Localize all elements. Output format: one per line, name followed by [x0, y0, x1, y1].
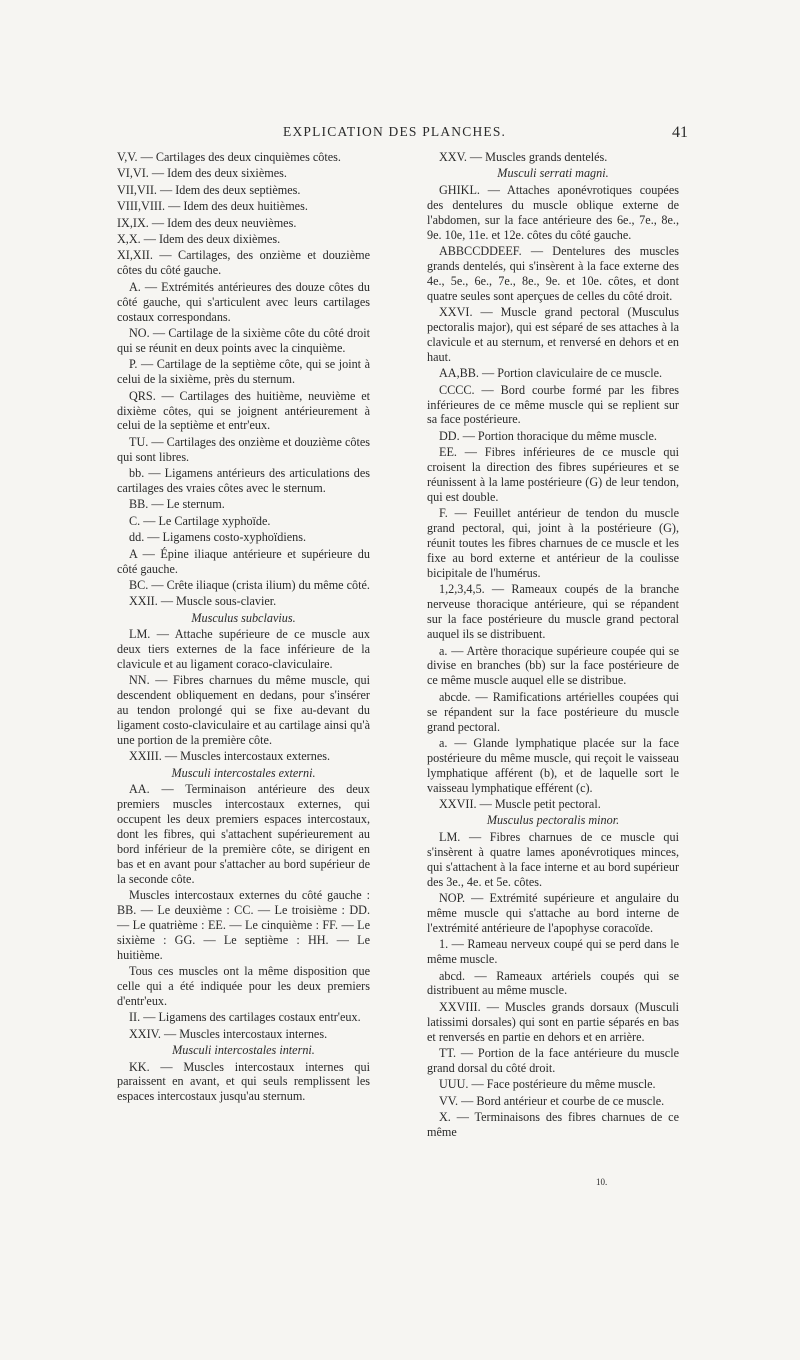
right-column [427, 150, 679, 1142]
paragraph: P. — Cartilage de la septième côte, qui se joint à celui de la sixième, près du sternum. [117, 357, 370, 387]
paragraph: VI,VI. — Idem des deux sixièmes. [117, 166, 287, 181]
paragraph: QRS. — Cartilages des huitième, neuvième et dixième côtes, qui se joignent antérieurement à celui de la septième et entr'eux. [117, 388, 370, 433]
paragraph: VII,VII. — Idem des deux septièmes. [117, 182, 301, 197]
paragraph: NO. — Cartilage de la sixième côte du côté droit qui se réunit en deux points avec la cinquième. [117, 325, 370, 355]
section-heading: XXIV. — Muscles intercostaux internes. [129, 1026, 328, 1041]
paragraph: AA,BB. — Portion claviculaire de ce muscle. [439, 366, 663, 381]
paragraph: BC. — Crête iliaque (crista ilium) du même côté. [129, 577, 370, 592]
latin-name: Musculus subclavius. [191, 610, 296, 625]
paragraph: BB. — Le sternum. [129, 497, 225, 512]
paragraph: CCCC. — Bord courbe formé par les fibres inférieures de ce même muscle qui se replient sur sa face postérieure. [427, 382, 679, 427]
paragraph: KK. — Muscles intercostaux internes qui paraissent en avant, et qui seuls remplissent les espaces intercostaux jusqu'au sternum. [117, 1059, 370, 1104]
paragraph: AA. — Terminaison antérieure des deux premiers muscles intercostaux externes, qui occupent les deux premiers espaces intercostaux, dont les fibres, qui s'attachent supérieurement au bord inférieur de la première côte, se dirigent en bas et en avant pour s'attacher au bord supérieur de la seconde côte. [117, 782, 370, 886]
paragraph: LM. — Fibres charnues de ce muscle qui s'insèrent à quatre lames aponévrotiques minces, qui s'attachent à la face interne et au bord supérieur des 3e., 4e. et 5e. côtes. [427, 829, 679, 889]
latin-name: Musculus pectoralis minor. [486, 813, 620, 828]
paragraph: A — Épine iliaque antérieure et supérieure du côté gauche. [117, 546, 370, 576]
left-column [117, 150, 370, 1106]
paragraph: a. — Glande lymphatique placée sur la face postérieure du même muscle, qui reçoit le vaisseau lymphatique afférent (b), et de laquelle sort le vaisseau lymphatique efférent (c). [427, 735, 679, 795]
section-heading: XXV. — Muscles grands dentelés. [439, 150, 608, 164]
paragraph: F. — Feuillet antérieur de tendon du muscle grand pectoral, qui, joint à la postérieure (G), réunit toutes les fibres charnues de ce muscle et les fixe au bord externe et antérieur de la coulisse bicipitale de l'humérus. [427, 506, 679, 580]
paragraph: dd. — Ligamens costo-xyphoïdiens. [129, 530, 307, 545]
paragraph: Tous ces muscles ont la même disposition que celle qui a été indiquée pour les deux premiers d'entr'eux. [117, 964, 370, 1008]
paragraph: VIII,VIII. — Idem des deux huitièmes. [117, 199, 308, 214]
section-heading: XXVII. — Muscle petit pectoral. [439, 797, 601, 812]
paragraph: XXVIII. — Muscles grands dorsaux (Musculi latissimi dorsales) qui sont en partie séparés en bas et renversés en partie en dehors et en arrière. [427, 999, 679, 1044]
page-header [0, 124, 800, 144]
paragraph: XI,XII. — Cartilages, des onzième et douzième côtes du côté gauche. [117, 248, 370, 278]
latin-name: Musculi intercostales externi. [171, 765, 316, 780]
paragraph: NOP. — Extrémité supérieure et angulaire du même muscle qui s'attache au bord interne de l'extrémité antérieure de l'apophyse coracoïde. [427, 891, 679, 935]
paragraph: abcde. — Ramifications artérielles coupées qui se répandent sur la face postérieure du muscle grand pectoral. [427, 689, 679, 734]
paragraph: V,V. — Cartilages des deux cinquièmes côtes. [117, 150, 341, 164]
paragraph: XXVI. — Muscle grand pectoral (Musculus pectoralis major), qui est séparé de ses attaches à la clavicule et au sternum, et renversé en dehors et en haut. [427, 305, 679, 364]
latin-name: Musculi intercostales interni. [172, 1043, 315, 1058]
paragraph: ABBCCDDEEF. — Dentelures des muscles grands dentelés, qui s'insèrent à la face externe des 4e., 5e., 6e., 7e., 8e., 9e. et 10e. côtes, et dont quatre seules sont aperçues de celles du côté droit. [427, 243, 679, 303]
paragraph: X,X. — Idem des deux dixièmes. [117, 232, 281, 247]
paragraph: abcd. — Rameaux artériels coupés qui se distribuent au même muscle. [427, 968, 679, 998]
paragraph: EE. — Fibres inférieures de ce muscle qui croisent la direction des fibres supérieures et se réunissent à la lame postérieure (G) de leur tendon, qui est double. [427, 445, 679, 504]
paragraph: IX,IX. — Idem des deux neuvièmes. [117, 215, 297, 230]
paragraph: 1,2,3,4,5. — Rameaux coupés de la branche nerveuse thoracique antérieure, qui se répandent sur la face postérieure du muscle grand pectoral auquel ils se distribuent. [427, 582, 679, 642]
paragraph: LM. — Attache supérieure de ce muscle aux deux tiers externes de la face inférieure de la clavicule et au ligament coraco-claviculaire. [117, 627, 370, 671]
paragraph: X. — Terminaisons des fibres charnues de ce même [427, 1110, 679, 1140]
paragraph: 1. — Rameau nerveux coupé qui se perd dans le même muscle. [427, 937, 679, 967]
paragraph: II. — Ligamens des cartilages costaux entr'eux. [129, 1010, 361, 1025]
latin-name: Musculi serrati magni. [497, 166, 609, 181]
paragraph: a. — Artère thoracique supérieure coupée qui se divise en branches (bb) sur la face postérieure de ce même muscle auquel elle se distribue. [427, 643, 679, 688]
paragraph: DD. — Portion thoracique du même muscle. [439, 428, 657, 443]
running-head: EXPLICATION DES PLANCHES. [283, 124, 507, 139]
paragraph: VV. — Bord antérieur et courbe de ce muscle. [439, 1093, 665, 1108]
paragraph: A. — Extrémités antérieures des douze côtes du côté gauche, qui s'articulent avec leurs cartilages costaux correspondans. [117, 279, 370, 324]
section-heading: XXIII. — Muscles intercostaux externes. [129, 749, 331, 764]
paragraph: Muscles intercostaux externes du côté gauche : BB. — Le deuxième : CC. — Le troisième : DD. — Le quatrième : EE. — Le cinquième : FF. — Le sixième : GG. — Le septième : HH. — Le huitième. [117, 888, 370, 962]
page-number: 41 [672, 124, 688, 141]
paragraph: TU. — Cartilages des onzième et douzième côtes qui sont libres. [117, 434, 370, 464]
signature-mark: 10. [596, 1177, 608, 1187]
section-heading: XXII. — Muscle sous-clavier. [129, 594, 277, 609]
paragraph: TT. — Portion de la face antérieure du muscle grand dorsal du côté droit. [427, 1046, 679, 1075]
paragraph: NN. — Fibres charnues du même muscle, qui descendent obliquement en dedans, pour s'insérer au tendon prolongé qui se fixe au-devant du ligament costo-claviculaire et au cartilage ainsi qu'à une portion de la première côte. [117, 673, 370, 748]
paragraph: GHIKL. — Attaches aponévrotiques coupées des dentelures du muscle oblique externe de l'abdomen, sur la face antérieure des 6e., 7e., 8e., 9e. 10e, 11e. et 12e. côtes du côté gauche. [427, 182, 679, 242]
paragraph: bb. — Ligamens antérieurs des articulations des cartilages des vraies côtes avec le sternum. [117, 466, 370, 496]
paragraph: C. — Le Cartilage xyphoïde. [129, 513, 271, 528]
paragraph: UUU. — Face postérieure du même muscle. [439, 1077, 656, 1092]
